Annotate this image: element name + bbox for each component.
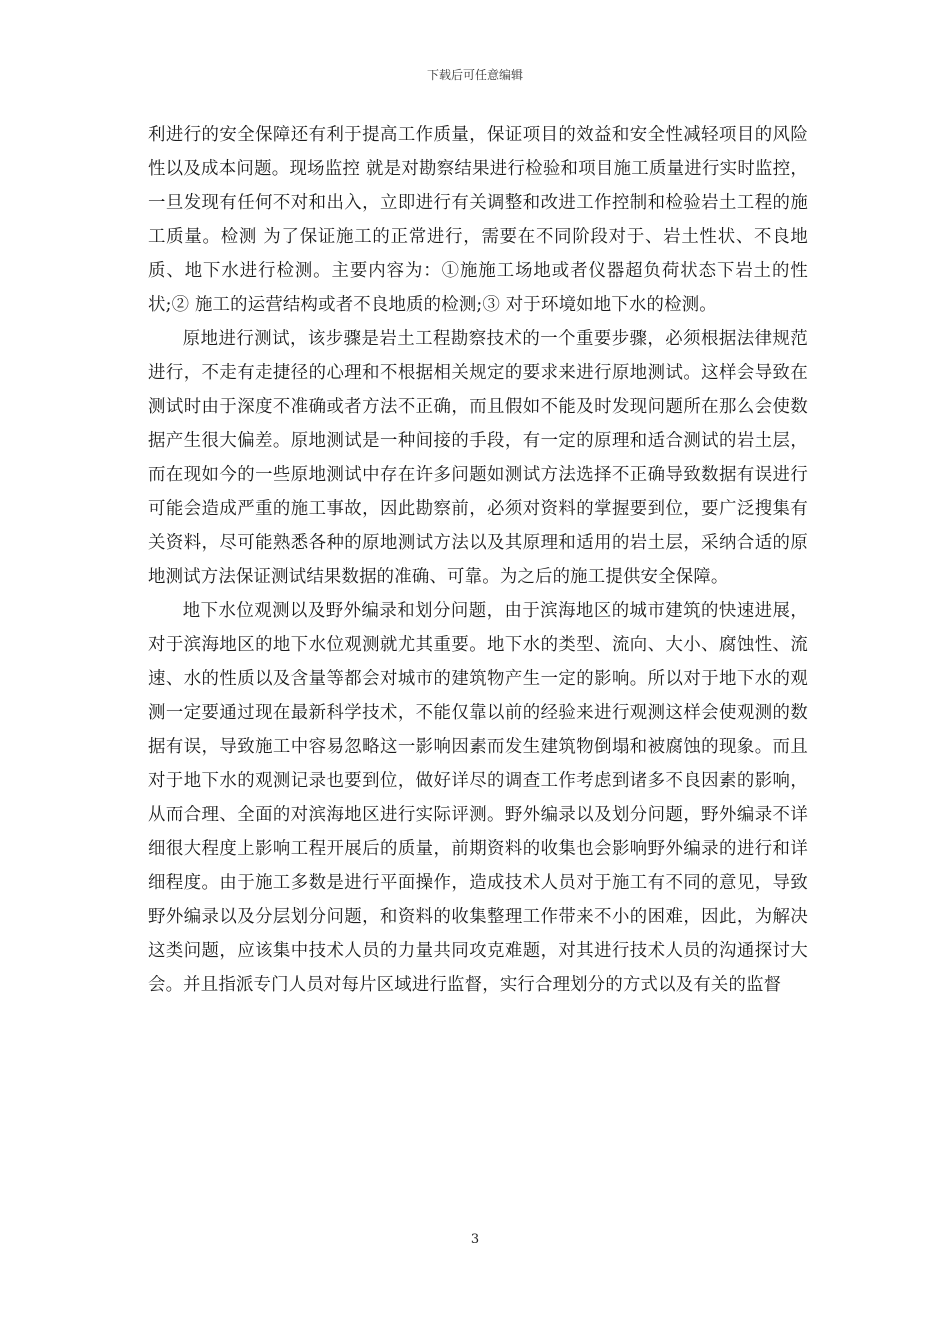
page-header: 下载后可任意编辑 bbox=[426, 68, 523, 82]
document-body bbox=[148, 118, 808, 1002]
page-number: 3 bbox=[470, 1232, 480, 1247]
paragraph-3: 地下水位观测以及野外编录和划分问题，由于滨海地区的城市建筑的快速进展，对于滨海地区的地下水位观测就尤其重要。地下水的类型、流向、大小、腐蚀性、流速、水的性质以及含量等都会对城市的建筑物产生一定的影响。所以对于地下水的观测一定要通过现在最新科学技术，不能仅靠以前的经验来进行观测这样会使观测的数据有误，导致施工中容易忽略这一影响因素而发生建筑物倒塌和被腐蚀的现象。而且对于地下水的观测记录也要到位，做好详尽的调查工作考虑到诸多不良因素的影响，从而合理、全面的对滨海地区进行实际评测。野外编录以及划分问题，野外编录不详细很大程度上影响工程开展后的质量，前期资料的收集也会影响野外编录的进行和详细程度。由于施工多数是进行平面操作，造成技术人员对于施工有不同的意见，导致野外编录以及分层划分问题，和资料的收集整理工作带来不小的困难，因此，为解决这类问题，应该集中技术人员的力量共同攻克难题，对其进行技术人员的沟通探讨大会。并且指派专门人员对每片区域进行监督，实行合理划分的方式以及有关的监督 bbox=[148, 601, 808, 995]
paragraph-1: 利进行的安全保障还有利于提高工作质量，保证项目的效益和安全性减轻项目的风险性以及成本问题。现场监控 就是对勘察结果进行检验和项目施工质量进行实时监控，一旦发现有任何不对和出入，立即进行有关调整和改进工作控制和检验岩土工程的施工质量。检测 为了保证施工的正常进行，需要在不同阶段对于、岩土性状、不良地质、地下水进行检测。主要内容为：①施施工场地或者仪器超负荷状态下岩土的性状;② 施工的运营结构或者不良地质的检测;③ 对于环境如地下水的检测。 bbox=[148, 125, 808, 315]
paragraph-2: 原地进行测试，该步骤是岩土工程勘察技术的一个重要步骤，必须根据法律规范进行，不走有走捷径的心理和不根据相关规定的要求来进行原地测试。这样会导致在测试时由于深度不准确或者方法不正确，而且假如不能及时发现问题所在那么会使数据产生很大偏差。原地测试是一种间接的手段，有一定的原理和适合测试的岩土层，而在现如今的一些原地测试中存在许多问题如测试方法选择不正确导致数据有误进行可能会造成严重的施工事故，因此勘察前，必须对资料的掌握要到位，要广泛搜集有关资料，尽可能熟悉各种的原地测试方法以及其原理和适用的岩土层，采纳合适的原地测试方法保证测试结果数据的准确、可靠。为之后的施工提供安全保障。 bbox=[148, 329, 808, 587]
